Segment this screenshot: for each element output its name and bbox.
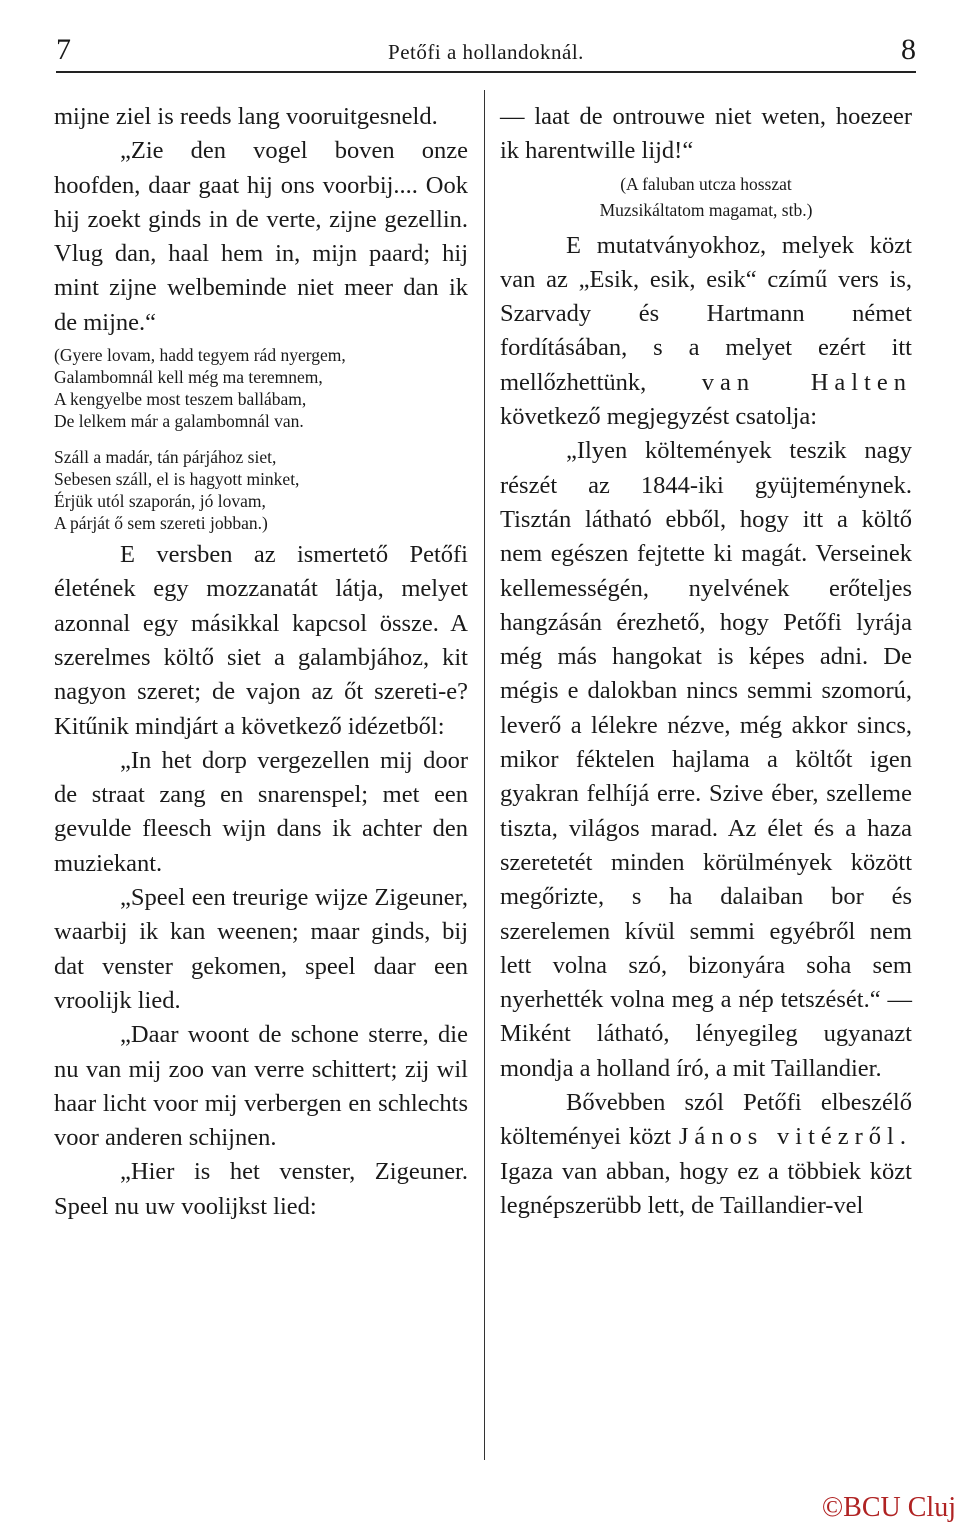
text-run: E mutatványokhoz, melyek közt van az „Esik, esik, esik“ czímű vers is, Szarvady és Hartmann német fordításában, s a melyet ezért itt mellőzhettünk,: [500, 231, 912, 396]
verse-line: A párját ő sem szereti jobban.): [54, 513, 268, 534]
paragraph: „Ilyen költemények teszik nagy részét az 1844-iki gyüjteménynek. Tisztán látható ebből, hogy itt a költő nem egészen fejtette ki magát. Verseinek kellemességén, nyelvének erőteljes hangzásán érezhető, hogy Petőfi lyrája még más hangokat is képes adni. De mégis e dalokban nincs semmi szomorú, leverő a lélekre nézve, még akkor sincs, mikor féktelen hajlama a költőt igen gyakran felhíjá erre. Szive éber, szelleme tiszta, világos marad. Az élet és a haza szeretetét minden körülmények között megőrizte, s ha dalaiban bor és szerelemen kívül semmi egyébről nem lett volna szó, bizonyára soha sem nyerhették volna meg a nép tetszését.“ — Miként látható, lényegileg ugyanazt mondja a holland író, a mit Taillandier.: [500, 437, 912, 1082]
text-run: Igaza van abban, hogy ez a többiek közt legnépszerübb lett, de Taillandier-vel: [500, 1157, 912, 1219]
paragraph: mijne ziel is reeds lang vooruitgesneld.: [54, 103, 438, 130]
verse-line: Muzsikáltatom magamat, stb.): [599, 199, 813, 220]
verse-line: Sebesen száll, el is hagyott minket,: [54, 469, 300, 490]
spaced-text: Halten: [810, 368, 912, 396]
verse-line: (A faluban utcza hosszat: [620, 173, 792, 194]
running-title: Petőfi a hollandoknál.: [388, 40, 584, 64]
verse-stanza: [54, 344, 468, 432]
paragraph: E versben az ismertető Petőfi életének egy mozzanatát látja, melyet azonnal egy másikkal kapcsol össze. A szerelmes költő siet a galambjához, kit nagyon szeret; de vajon az őt szereti-e? Kitűnik mindjárt a következő idézetből:: [54, 541, 468, 740]
verse-line: Érjük utól szaporán, jó lovam,: [54, 491, 266, 512]
paragraph: „In het dorp vergezellen mij door de straat zang en snarenspel; met een gevulde fleesch wijn dans ik achter den muziekant.: [54, 746, 468, 877]
verse-line: (Gyere lovam, hadd tegyem rád nyergem,: [54, 345, 346, 366]
spaced-text: van: [701, 368, 756, 396]
page-number-right: 8: [901, 33, 916, 66]
verse-line: De lelkem már a galambomnál van.: [54, 411, 304, 432]
paragraph: „Speel een treurige wijze Zigeuner, waarbij ik kan weenen; maar ginds, bij dat venster gekomen, speel daar een vroolijk lied.: [54, 884, 468, 1014]
verse-line: Száll a madár, tán párjához siet,: [54, 447, 277, 468]
verse-line: A kengyelbe most teszem ballábam,: [54, 389, 307, 410]
paragraph: „Hier is het venster, Zigeuner. Speel nu uw voolijkst lied:: [54, 1158, 468, 1220]
header-rule: [56, 71, 916, 73]
paragraph: [500, 229, 912, 435]
page-number-left: 7: [56, 33, 71, 66]
spaced-text: János vitézről.: [678, 1123, 912, 1151]
paragraph: [500, 1086, 912, 1223]
library-stamp: ©BCU Cluj: [821, 1492, 956, 1523]
column-divider: [484, 90, 485, 1460]
page-header: [56, 30, 916, 74]
verse-stanza: [54, 446, 468, 534]
verse-line: Galambomnál kell még ma teremnem,: [54, 367, 323, 388]
text-run: következő megjegyzést csatolja:: [500, 403, 818, 431]
right-column: [500, 100, 912, 1223]
paragraph: — laat de ontrouwe niet weten, hoezeer ik harentwille lijd!“: [500, 103, 912, 165]
paragraph: „Daar woont de schone sterre, die nu van mij zoo van verre schittert; zij wil haar licht voor mij verbergen en schlechts voor anderen schijnen.: [54, 1021, 468, 1152]
verse-stanza: [500, 169, 912, 229]
text-run: Bővebben szól Petőfi elbeszélő költeményei közt: [500, 1089, 912, 1151]
left-column: [54, 100, 468, 1224]
paragraph: „Zie den vogel boven onze hoofden, daar gaat hij ons voorbij.... Ook hij zoekt ginds in de verte, zijne gezellin. Vlug dan, haal hem in, mijn paard; hij mint zijne welbeminde niet meer dan ik de mijne.“: [54, 137, 468, 336]
